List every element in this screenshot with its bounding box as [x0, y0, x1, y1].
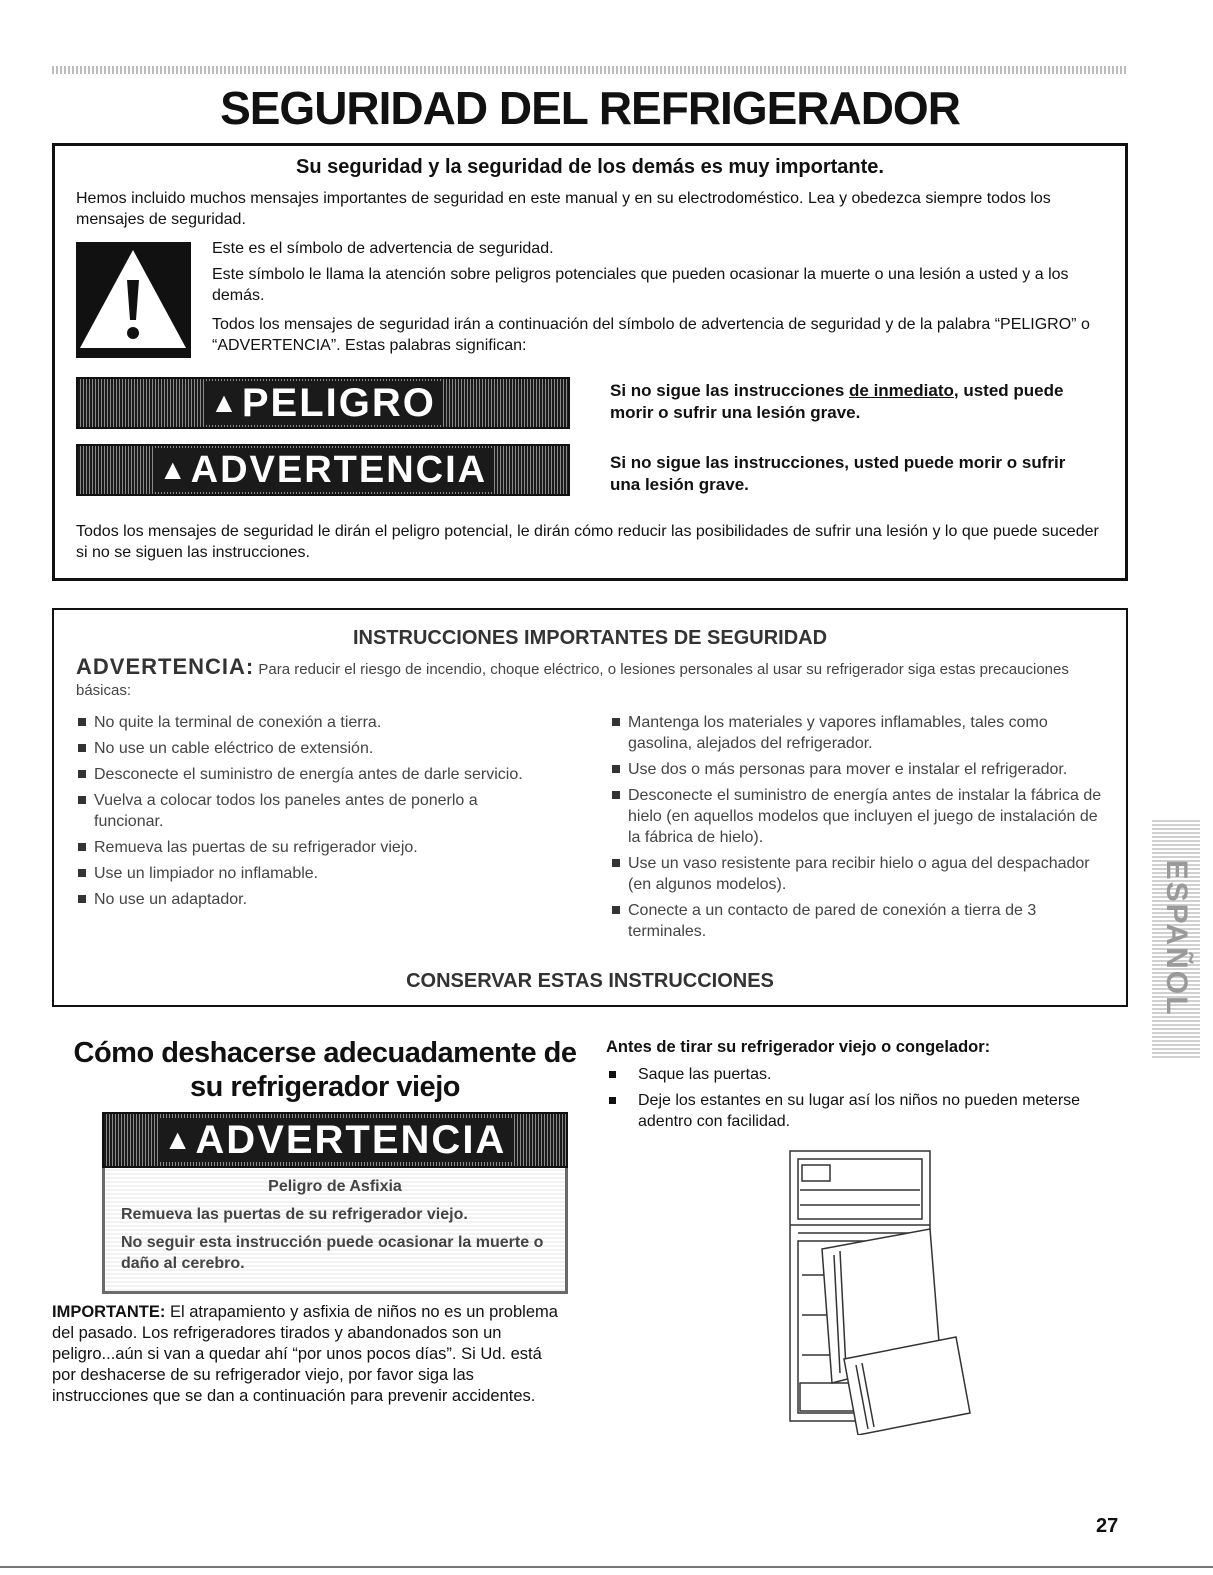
instructions-warning: ADVERTENCIA: Para reducir el riesgo de incendio, choque eléctrico, o lesiones personales al usar su refrigerador siga estas precauciones básicas:: [76, 654, 1069, 699]
language-side-tab: [1152, 818, 1200, 1058]
list-item: No quite la terminal de conexión a tierra.: [76, 712, 546, 733]
safety-intro: Hemos incluido muchos mensajes importantes de seguridad en este manual y en su electrodoméstico. Lea y obedezca siempre todos los mensajes de seguridad.: [76, 190, 1051, 228]
advertencia-description: Si no sigue las instrucciones, usted puede morir o sufrir una lesión grave.: [610, 453, 1066, 494]
safety-closing: Todos los mensajes de seguridad le dirán el peligro potencial, le dirán cómo reducir las posibilidades de sufrir una lesión y lo que puede suceder si no se siguen las instrucciones.: [76, 523, 1099, 561]
hazard-line-2: No seguir esta instrucción puede ocasionar la muerte o daño al cerebro.: [121, 1234, 544, 1272]
warning-triangle-icon: ▲: [158, 454, 189, 485]
warning-triangle-icon: [76, 242, 191, 358]
instructions-left-list: [76, 712, 546, 915]
warning-triangle-icon: ▲: [210, 387, 240, 418]
peligro-label: PELIGRO: [241, 381, 436, 425]
list-item: Use un limpiador no inflamable.: [76, 863, 546, 884]
asfixia-advertencia-label: ADVERTENCIA: [195, 1118, 507, 1162]
hazard-line-1: Remueva las puertas de su refrigerador viejo.: [121, 1206, 468, 1223]
list-item: No use un cable eléctrico de extensión.: [76, 738, 546, 759]
page-number: 27: [1096, 1515, 1119, 1537]
hazard-title: Peligro de Asfixia: [268, 1178, 402, 1195]
instructions-footer: CONSERVAR ESTAS INSTRUCCIONES: [406, 970, 774, 992]
advertencia-banner: [76, 444, 570, 496]
peligro-banner: [76, 377, 570, 429]
symbol-line-2: Este símbolo le llama la atención sobre peligros potenciales que pueden ocasionar la muerte o una lesión a usted y a los demás.: [212, 266, 1069, 304]
list-item: No use un adaptador.: [76, 889, 546, 910]
advertencia-label: ADVERTENCIA: [190, 449, 488, 491]
important-paragraph: IMPORTANTE: El atrapamiento y asfixia de niños no es un problema del pasado. Los refrigeradores tirados y abandonados son un peligro...aún si van a quedar ahí “por unos pocos días”. Si Ud. está por deshacerse de su refrigerador viejo, por favor siga las instrucciones que se dan a continuación para prevenir accidentes.: [52, 1303, 558, 1405]
top-decorative-rule: [52, 66, 1128, 74]
page-title: SEGURIDAD DEL REFRIGERADOR: [220, 82, 960, 134]
list-item: Use dos o más personas para mover e instalar el refrigerador.: [610, 759, 1105, 780]
before-disposal-heading: Antes de tirar su refrigerador viejo o congelador:: [606, 1038, 991, 1056]
list-item: Deje los estantes en su lugar así los niños no pueden meterse adentro con facilidad.: [606, 1090, 1126, 1132]
list-item: Mantenga los materiales y vapores inflamables, tales como gasolina, alejados del refrigerador.: [610, 712, 1105, 754]
asfixia-hazard-box: [102, 1168, 568, 1294]
list-item: Vuelva a colocar todos los paneles antes de ponerlo a funcionar.: [76, 790, 546, 832]
safety-heading: Su seguridad y la seguridad de los demás es muy importante.: [296, 156, 884, 178]
side-tab-label: ESPAÑOL: [1160, 859, 1193, 1017]
list-item: Saque las puertas.: [606, 1064, 1126, 1085]
list-item: Remueva las puertas de su refrigerador viejo.: [76, 837, 546, 858]
bottom-rule: [0, 1566, 1213, 1568]
list-item: Desconecte el suministro de energía antes de darle servicio.: [76, 764, 546, 785]
disposal-heading: Cómo deshacerse adecuadamente de su refrigerador viejo: [73, 1037, 577, 1103]
refrigerator-doors-removed-illustration: [780, 1145, 980, 1435]
asfixia-advertencia-banner: [102, 1112, 568, 1168]
instructions-heading: INSTRUCCIONES IMPORTANTES DE SEGURIDAD: [352, 627, 828, 649]
warning-triangle-icon: ▲: [163, 1124, 194, 1155]
list-item: Use un vaso resistente para recibir hielo o agua del despachador (en algunos modelos).: [610, 853, 1105, 895]
before-disposal-list: [606, 1064, 1126, 1137]
list-item: Conecte a un contacto de pared de conexión a tierra de 3 terminales.: [610, 900, 1105, 942]
symbol-line-1: Este es el símbolo de advertencia de seguridad.: [212, 240, 554, 257]
symbol-line-3: Todos los mensajes de seguridad irán a continuación del símbolo de advertencia de seguridad y de la palabra “PELIGRO” o “ADVERTENCIA”. Estas palabras significan:: [212, 316, 1090, 354]
list-item: Desconecte el suministro de energía antes de instalar la fábrica de hielo (en aquellos modelos que incluyen el juego de instalación de la fábrica de hielo).: [610, 785, 1105, 848]
peligro-description: Si no sigue las instrucciones de inmediato, usted puede morir o sufrir una lesión grave.: [610, 381, 1064, 422]
instructions-right-list: [610, 712, 1105, 947]
